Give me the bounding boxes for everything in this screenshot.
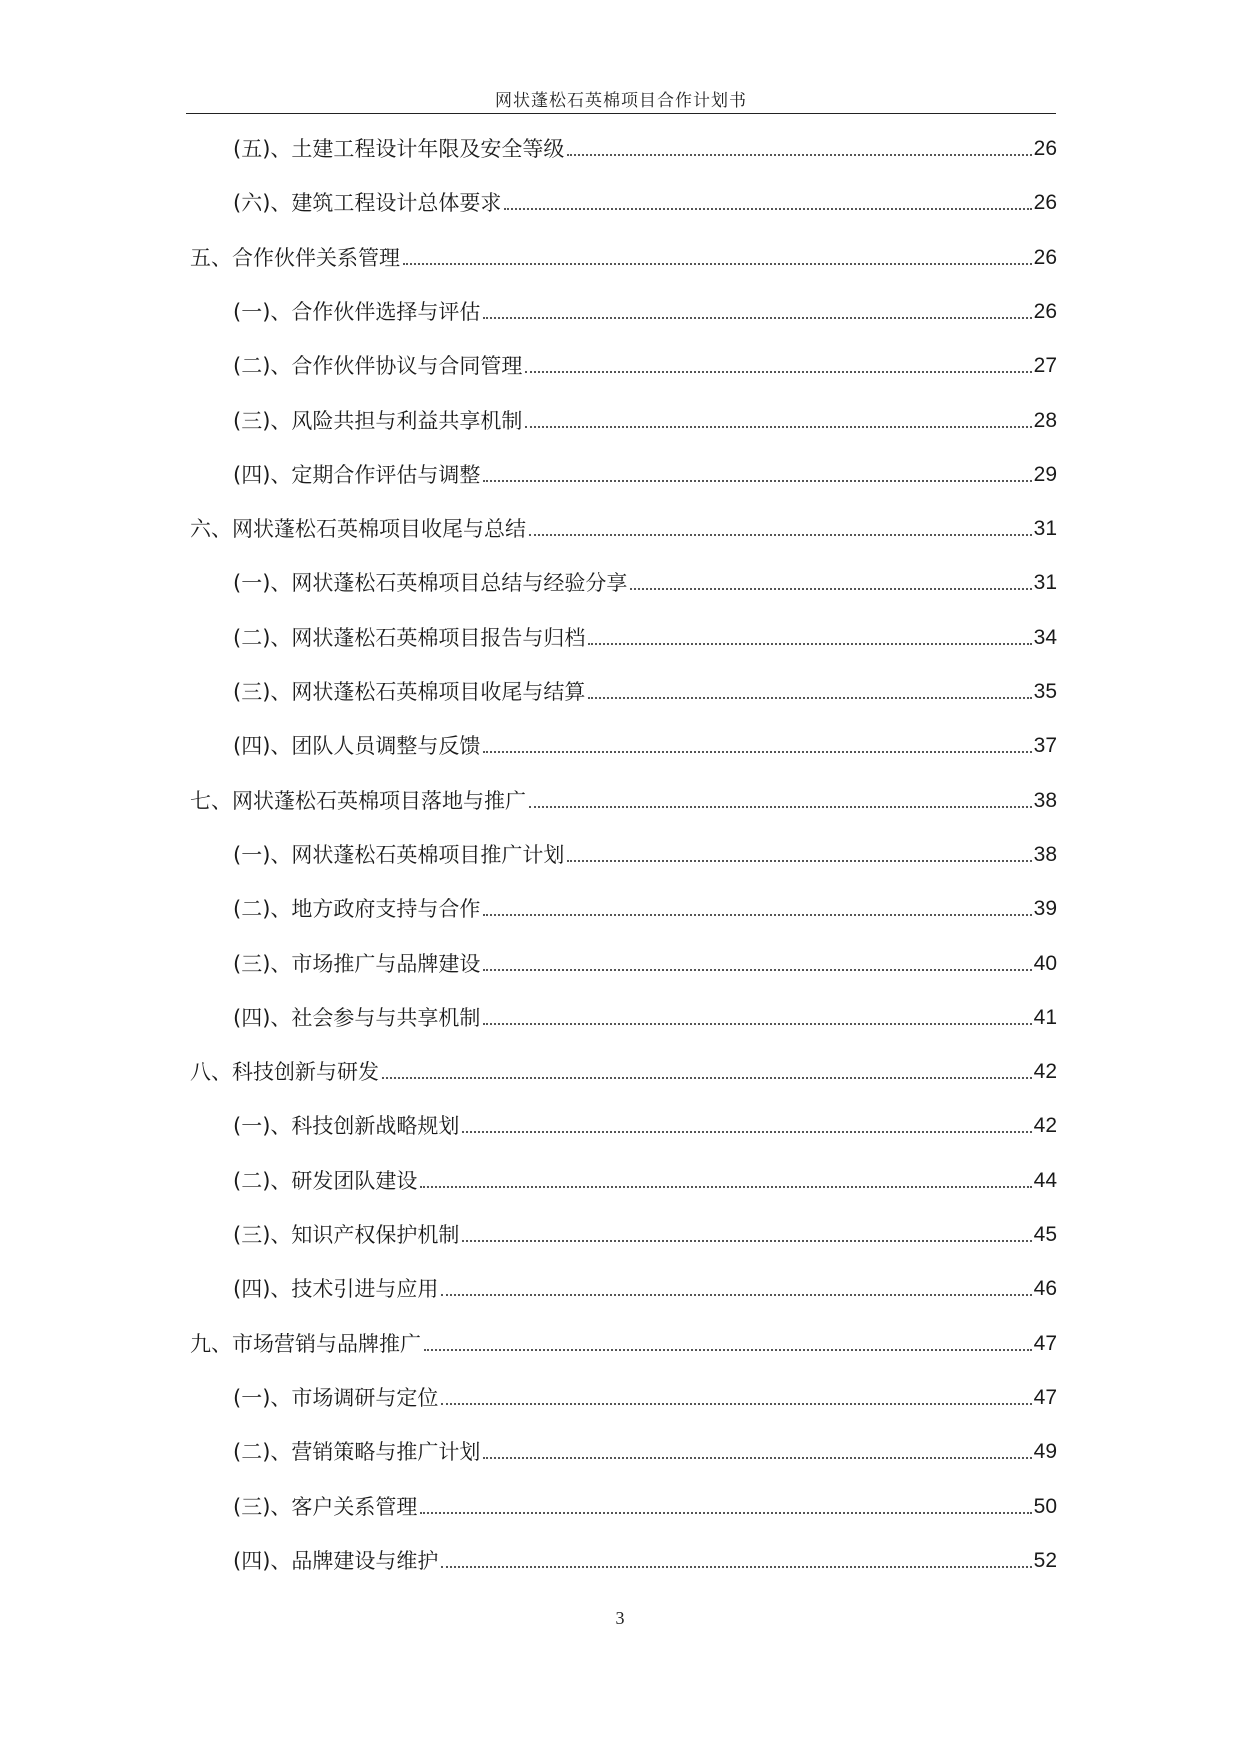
toc-dot-leader	[525, 426, 1031, 428]
toc-section-entry[interactable]	[233, 568, 1057, 598]
toc-dot-leader	[424, 1349, 1032, 1351]
toc-entry-page: 45	[1033, 1223, 1057, 1246]
toc-entry-page: 28	[1033, 408, 1057, 432]
toc-dot-leader	[483, 1457, 1031, 1459]
toc-section-entry[interactable]	[233, 134, 1057, 164]
toc-entry-page: 35	[1033, 680, 1057, 703]
toc-entry-label: 九、市场营销与品牌推广	[190, 1331, 421, 1356]
toc-dot-leader	[382, 1077, 1032, 1079]
toc-section-entry[interactable]	[233, 460, 1057, 490]
toc-entry-label: (四)、定期合作评估与调整	[233, 462, 481, 487]
toc-dot-leader	[529, 534, 1032, 536]
toc-entry-page: 52	[1033, 1548, 1057, 1572]
toc-entry-label: (二)、研发团队建设	[233, 1168, 418, 1193]
toc-section-entry[interactable]	[233, 949, 1057, 979]
toc-section-entry[interactable]	[233, 1383, 1057, 1413]
toc-dot-leader	[441, 1403, 1031, 1405]
toc-dot-leader	[462, 1240, 1031, 1242]
toc-section-entry[interactable]	[233, 1492, 1057, 1522]
toc-section-entry[interactable]	[233, 406, 1057, 436]
toc-section-entry[interactable]	[233, 1546, 1057, 1576]
page-number: 3	[615, 1608, 625, 1628]
toc-section-entry[interactable]	[233, 731, 1057, 761]
toc-chapter-entry[interactable]	[190, 1057, 1057, 1087]
toc-chapter-entry[interactable]	[190, 786, 1057, 816]
toc-entry-label: (四)、技术引进与应用	[233, 1277, 439, 1302]
toc-entry-page: 37	[1033, 734, 1057, 758]
toc-entry-label: 七、网状蓬松石英棉项目落地与推广	[190, 788, 526, 813]
toc-entry-page: 26	[1033, 299, 1057, 323]
toc-entry-page: 42	[1033, 1114, 1057, 1138]
toc-entry-page: 46	[1033, 1277, 1057, 1301]
toc-entry-label: (四)、社会参与与共享机制	[233, 1005, 481, 1030]
toc-entry-label: 八、科技创新与研发	[190, 1060, 379, 1085]
toc-chapter-entry[interactable]	[190, 514, 1057, 544]
toc-section-entry[interactable]	[233, 840, 1057, 870]
toc-dot-leader	[403, 263, 1032, 265]
toc-entry-page: 27	[1033, 354, 1057, 378]
toc-dot-leader	[462, 1131, 1031, 1133]
toc-section-entry[interactable]	[233, 1003, 1057, 1033]
toc-entry-label: (三)、风险共担与利益共享机制	[233, 408, 523, 433]
toc-dot-leader	[483, 914, 1031, 916]
toc-entry-label: (一)、网状蓬松石英棉项目总结与经验分享	[233, 571, 628, 596]
toc-entry-page: 39	[1033, 897, 1057, 921]
toc-section-entry[interactable]	[233, 1111, 1057, 1141]
toc-entry-page: 31	[1033, 571, 1057, 595]
toc-entry-label: (六)、建筑工程设计总体要求	[233, 191, 502, 216]
toc-entry-page: 26	[1033, 245, 1057, 269]
toc-section-entry[interactable]	[233, 677, 1057, 707]
toc-entry-label: (三)、知识产权保护机制	[233, 1223, 460, 1247]
toc-entry-page: 47	[1033, 1331, 1057, 1355]
toc-dot-leader	[567, 860, 1031, 862]
toc-dot-leader	[420, 1186, 1031, 1188]
toc-entry-label: (一)、科技创新战略规划	[233, 1114, 460, 1139]
toc-section-entry[interactable]	[233, 297, 1057, 327]
toc-dot-leader	[483, 751, 1031, 753]
toc-dot-leader	[441, 1294, 1031, 1296]
toc-entry-page: 42	[1033, 1060, 1057, 1084]
toc-entry-label: (三)、客户关系管理	[233, 1494, 418, 1519]
toc-entry-label: (一)、市场调研与定位	[233, 1385, 439, 1410]
toc-entry-page: 50	[1033, 1494, 1057, 1518]
toc-entry-label: (四)、品牌建设与维护	[233, 1548, 439, 1573]
toc-entry-page: 49	[1033, 1440, 1057, 1464]
toc-entry-label: 五、合作伙伴关系管理	[190, 245, 400, 270]
toc-section-entry[interactable]	[233, 623, 1057, 653]
toc-entry-page: 40	[1033, 951, 1057, 975]
toc-section-entry[interactable]	[233, 1166, 1057, 1196]
toc-section-entry[interactable]	[233, 188, 1057, 218]
toc-entry-page: 34	[1033, 625, 1057, 649]
toc-entry-page: 38	[1033, 788, 1057, 812]
toc-entry-page: 44	[1033, 1168, 1057, 1192]
toc-entry-page: 26	[1033, 191, 1057, 215]
toc-dot-leader	[483, 317, 1031, 319]
toc-dot-leader	[630, 588, 1031, 590]
toc-entry-label: (五)、土建工程设计年限及安全等级	[233, 137, 565, 161]
toc-entry-label: (三)、市场推广与品牌建设	[233, 951, 481, 976]
toc-dot-leader	[588, 697, 1031, 699]
toc-dot-leader	[483, 969, 1031, 971]
toc-entry-label: (二)、合作伙伴协议与合同管理	[233, 354, 523, 379]
toc-entry-page: 26	[1033, 137, 1057, 160]
toc-dot-leader	[567, 154, 1031, 156]
toc-entry-label: (四)、团队人员调整与反馈	[233, 734, 481, 759]
toc-section-entry[interactable]	[233, 351, 1057, 381]
toc-entry-page: 29	[1033, 462, 1057, 486]
toc-section-entry[interactable]	[233, 1220, 1057, 1250]
toc-dot-leader	[483, 1023, 1031, 1025]
document-header-title: 网状蓬松石英棉项目合作计划书	[495, 91, 747, 111]
toc-dot-leader	[441, 1566, 1031, 1568]
toc-chapter-entry[interactable]	[190, 243, 1057, 273]
toc-chapter-entry[interactable]	[190, 1329, 1057, 1359]
toc-dot-leader	[588, 643, 1031, 645]
toc-section-entry[interactable]	[233, 1274, 1057, 1304]
toc-dot-leader	[529, 806, 1032, 808]
toc-entry-page: 31	[1033, 517, 1057, 541]
toc-entry-label: (三)、网状蓬松石英棉项目收尾与结算	[233, 680, 586, 704]
toc-section-entry[interactable]	[233, 894, 1057, 924]
toc-entry-page: 41	[1033, 1005, 1057, 1029]
toc-dot-leader	[483, 480, 1031, 482]
toc-entry-page: 47	[1033, 1385, 1057, 1409]
toc-dot-leader	[504, 208, 1031, 210]
toc-dot-leader	[420, 1512, 1031, 1514]
toc-entry-label: (二)、地方政府支持与合作	[233, 897, 481, 922]
toc-entry-label: (一)、网状蓬松石英棉项目推广计划	[233, 842, 565, 867]
toc-entry-label: (二)、网状蓬松石英棉项目报告与归档	[233, 625, 586, 650]
toc-entry-label: (二)、营销策略与推广计划	[233, 1440, 481, 1465]
toc-entry-label: (一)、合作伙伴选择与评估	[233, 299, 481, 324]
toc-section-entry[interactable]	[233, 1437, 1057, 1467]
toc-dot-leader	[525, 371, 1031, 373]
toc-entry-page: 38	[1033, 842, 1057, 866]
toc-entry-label: 六、网状蓬松石英棉项目收尾与总结	[190, 517, 526, 542]
